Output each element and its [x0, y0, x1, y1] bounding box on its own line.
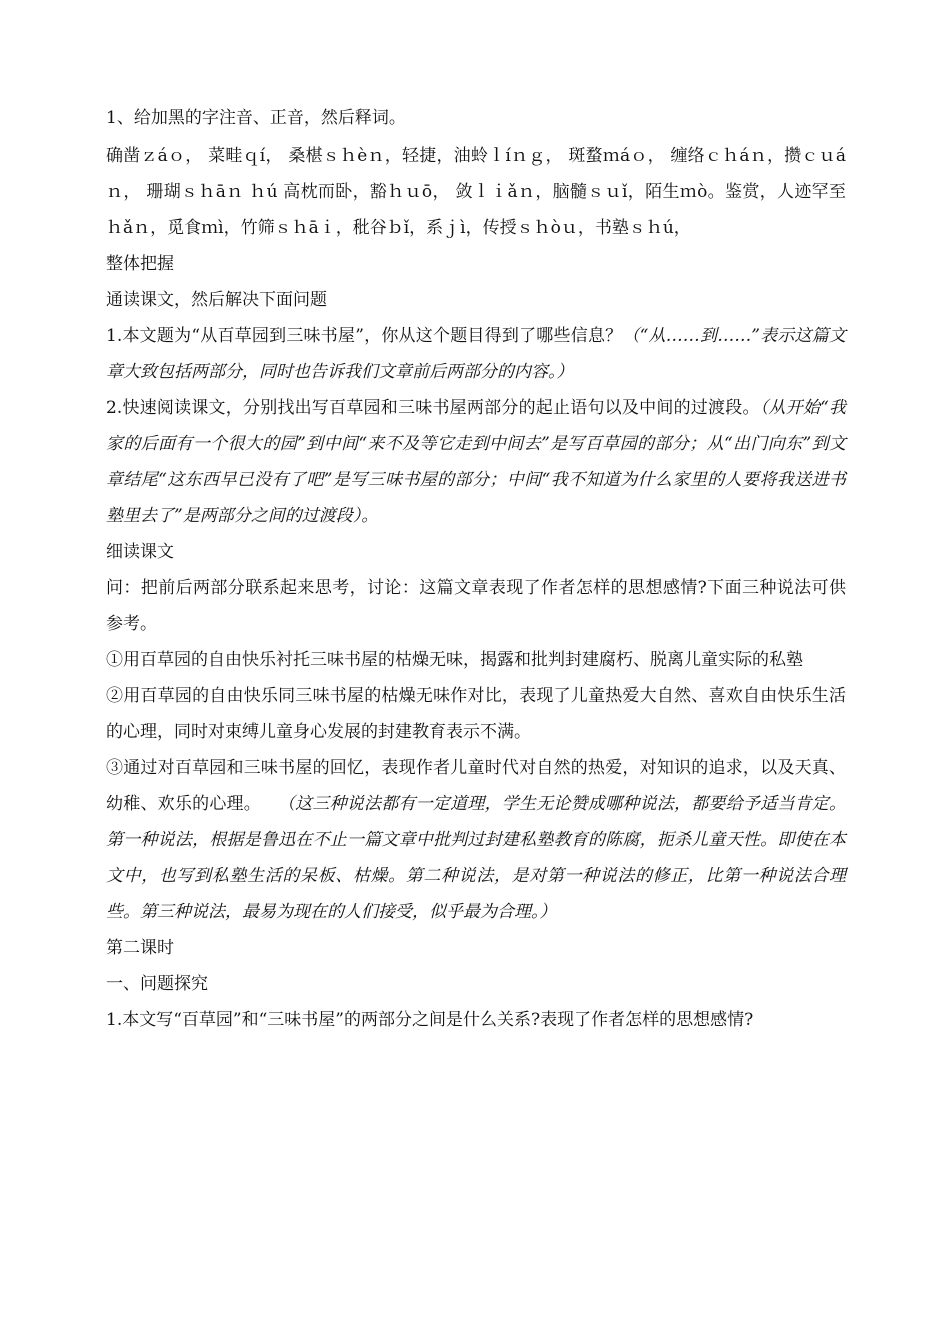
question-2 — [106, 390, 846, 534]
overall-intro: 通读课文，然后解决下面问题 — [106, 290, 327, 310]
lesson-2-heading: 第二课时 — [106, 938, 174, 958]
document-page — [106, 100, 846, 1038]
question-1 — [106, 318, 846, 390]
opinion-1: ①用百草园的自由快乐衬托三味书屋的枯燥无味，揭露和批判封建腐朽、脱离儿童实际的私塾 — [106, 650, 803, 670]
pinyin-list: 确凿ｚáｏ， 菜畦ｑí， 桑椹ｓｈèｎ，轻捷，油蛉ｌíｎｇ， 斑蝥ｍáｏ， 缠络ｃｈáｎ，攒ｃｕáｎ， 珊瑚ｓｈāｎ ｈú 高枕而卧，豁ｈｕō， 敛ｌｉǎｎ，脑髓ｓｕǐ，陌生ｍò。鉴赏，人迹罕至ｈǎｎ，觅食ｍì，竹筛ｓｈāｉ，秕谷ｂǐ，系ｊì，传授ｓｈòｕ，书塾ｓｈú， — [106, 146, 846, 238]
question-1-answer: （“从……到……”表示这篇文章大致包括两部分，同时也告诉我们文章前后两部分的内容。） — [106, 326, 846, 382]
question-2-answer: （从开始“我家的后面有一个很大的园”到中间“来不及等它走到中间去”是写百草园的部分；从“出门向东”到文章结尾“这东西早已没有了吧”是写三味书屋的部分；中间“我不知道为什么家里的人要将我送进书塾里去了”是两部分之间的过渡段）。 — [106, 398, 846, 526]
question-1-text: 1.本文题为“从百草园到三味书屋”，你从这个题目得到了哪些信息？ — [106, 326, 623, 346]
opinion-2: ②用百草园的自由快乐同三味书屋的枯燥无味作对比，表现了儿童热爱大自然、喜欢自由快乐生活的心理，同时对束缚儿童身心发展的封建教育表示不满。 — [106, 686, 846, 742]
section-overall-heading: 整体把握 — [106, 254, 174, 274]
detail-question: 问：把前后两部分联系起来思考，讨论：这篇文章表现了作者怎样的思想感情?下面三种说法可供参考。 — [106, 578, 846, 634]
question-2-text: 2.快速阅读课文，分别找出写百草园和三味书屋两部分的起止语句以及中间的过渡段。 — [106, 398, 760, 418]
opinion-answer: （这三种说法都有一定道理，学生无论赞成哪种说法，都要给予适当肯定。第一种说法，根据是鲁迅在不止一篇文章中批判过封建私塾教育的陈腐，扼杀儿童天性。即使在本文中，也写到私塾生活的呆板、枯燥。第二种说法，是对第一种说法的修正，比第一种说法合理些。第三种说法，最易为现在的人们接受，似乎最为合理。） — [106, 794, 847, 922]
section-detail-heading: 细读课文 — [106, 542, 174, 562]
opinion-3-text: ③通过对百草园和三味书屋的回忆，表现作者儿童时代对自然的热爱，对知识的追求，以及天真、幼稚、欢乐的心理。 — [106, 758, 846, 814]
item1-title: 1、给加黑的字注音、正音，然后释词。 — [106, 108, 406, 128]
opinion-3 — [106, 750, 846, 930]
section-inquiry-heading: 一、问题探究 — [106, 974, 208, 994]
inquiry-question-1: 1.本文写“百草园”和“三味书屋”的两部分之间是什么关系?表现了作者怎样的思想感情? — [106, 1010, 754, 1030]
